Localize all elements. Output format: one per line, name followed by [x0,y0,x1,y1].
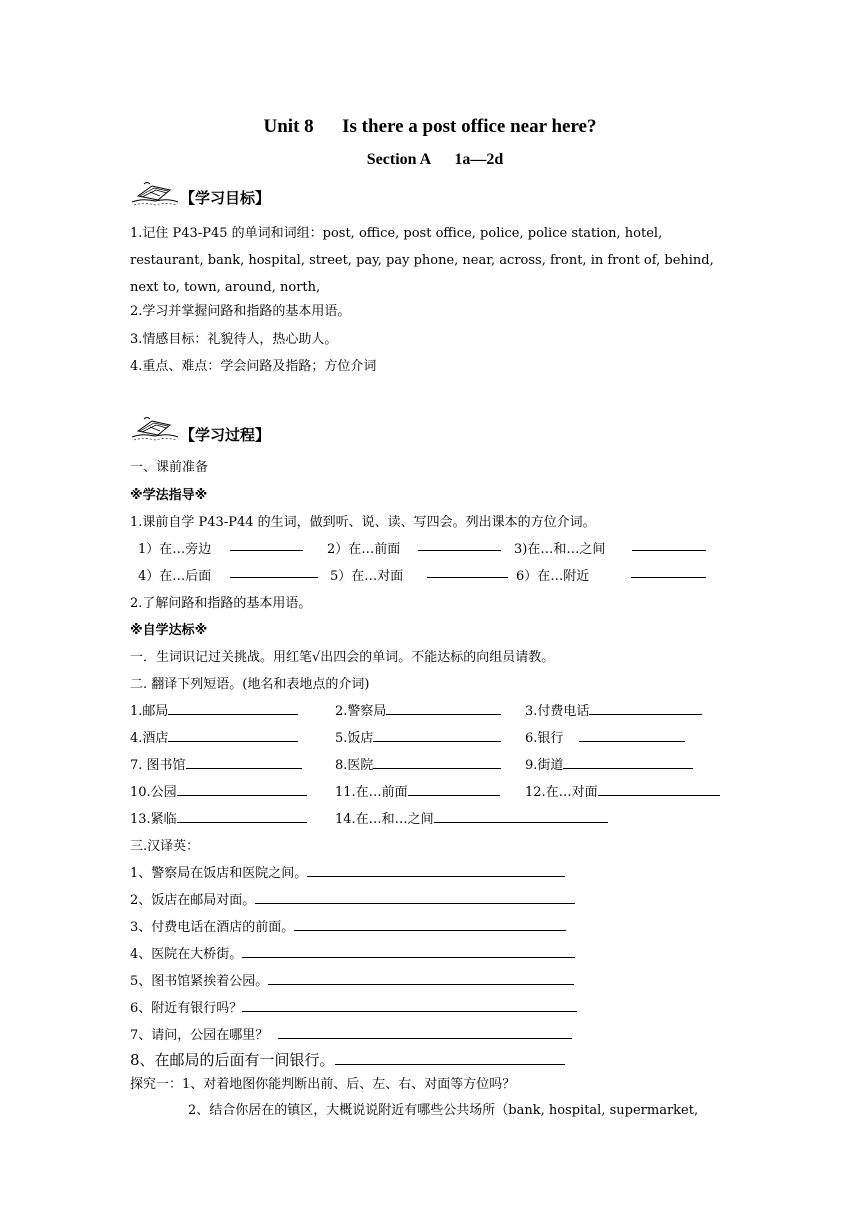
sentence-item: 6、附近有银行吗？ [130,997,577,1016]
answer-blank[interactable] [168,728,298,742]
answer-blank[interactable] [307,863,565,877]
page-title: Unit 8 Is there a post office near here? [263,116,597,137]
answer-blank[interactable] [434,809,608,823]
page-subtitle: Section A 1a—2d [366,151,504,168]
phrase-item: 3.付费电话 [525,700,702,719]
phrase-item: 1.邮局 [130,700,298,719]
book-icon [130,415,180,443]
answer-blank[interactable] [598,782,720,796]
answer-blank[interactable] [632,537,706,551]
sentence-item: 4、医院在大桥街。 [130,943,575,962]
goal-item-1: 1.记住 P43-P45 的单词和词组：post, office, post office, police, police station, hotel, restaurant, bank, hospital, street, pay, pay phone, near, across, front, in front of, behind, next to, town, around, north, [130,226,714,295]
part-1-label: 一、课前准备 [130,460,209,475]
prep-item: 6）在…附近 [516,569,590,584]
sentence-item: 5、图书馆紧挨着公园。 [130,970,574,989]
phrase-item: 6.银行 [525,727,685,746]
answer-blank[interactable] [563,755,693,769]
answer-blank[interactable] [278,1025,572,1039]
prep-item: 4）在…后面 [138,569,212,584]
answer-blank[interactable] [242,944,575,958]
sentence-item: 3、付费电话在酒店的前面。 [130,916,566,935]
guide-item-2: 2.了解问路和指路的基本用语。 [130,596,312,611]
answer-blank[interactable] [335,1051,565,1065]
sentence-item: 1、警察局在饭店和医院之间。 [130,862,565,881]
answer-blank[interactable] [579,728,685,742]
self-study-title: ※自学达标※ [130,623,208,638]
prep-item: 1）在…旁边 [138,542,212,557]
answer-blank[interactable] [418,537,501,551]
answer-blank[interactable] [589,701,702,715]
prep-item: 3)在…和…之间 [514,542,606,557]
answer-blank[interactable] [242,998,577,1012]
goal-item-2: 2.学习并掌握问路和指路的基本用语。 [130,304,351,319]
phrase-item: 2.警察局 [335,700,501,719]
sentence-item: 2、饭店在邮局对面。 [130,889,575,908]
self-study-item-1: 一．生词识记过关挑战。用红笔√出四会的单词。不能达标的向组员请教。 [130,650,555,665]
answer-blank[interactable] [373,755,501,769]
phrase-item: 13.紧临 [130,808,307,827]
process-heading: 【学习过程】 [180,426,271,444]
goal-item-3: 3.情感目标：礼貌待人，热心助人。 [130,332,338,347]
phrase-item: 9.街道 [525,754,693,773]
answer-blank[interactable] [177,809,307,823]
self-study-item-3: 三.汉译英： [130,839,200,854]
answer-blank[interactable] [373,728,501,742]
sentence-item: 7、请问，公园在哪里？ [130,1024,572,1043]
guide-title: ※学法指导※ [130,488,208,503]
answer-blank[interactable] [408,782,500,796]
explore-item-2: 2、结合你居在的镇区，大概说说附近有哪些公共场所（bank, hospital, supermarket, [188,1103,699,1118]
self-study-item-2: 二. 翻译下列短语。(地名和表地点的介词) [130,677,370,692]
answer-blank[interactable] [631,564,706,578]
answer-blank[interactable] [255,890,575,904]
phrase-item: 12.在…对面 [525,781,720,800]
answer-blank[interactable] [427,564,508,578]
prep-item: 2）在…前面 [327,542,401,557]
sentence-item: 8、在邮局的后面有一间银行。 [130,1049,565,1070]
answer-blank[interactable] [168,701,298,715]
answer-blank[interactable] [186,755,302,769]
goals-heading: 【学习目标】 [180,189,271,207]
answer-blank[interactable] [386,701,501,715]
book-icon [130,180,180,208]
answer-blank[interactable] [230,537,303,551]
phrase-item: 14.在…和…之间 [335,808,608,827]
explore-item-1: 探究一：1、对着地图你能判断出前、后、左、右、对面等方位吗？ [130,1077,516,1092]
phrase-item: 7. 图书馆 [130,754,302,773]
phrase-item: 4.酒店 [130,727,298,746]
answer-blank[interactable] [177,782,307,796]
guide-item-1: 1.课前自学 P43-P44 的生词，做到听、说、读、写四会。列出课本的方位介词。 [130,515,596,530]
answer-blank[interactable] [230,564,318,578]
phrase-item: 5.饭店 [335,727,501,746]
prep-item: 5）在…对面 [330,569,404,584]
goal-item-4: 4.重点、难点：学会问路及指路；方位介词 [130,359,377,374]
answer-blank[interactable] [268,971,574,985]
phrase-item: 10.公园 [130,781,307,800]
phrase-item: 8.医院 [335,754,501,773]
answer-blank[interactable] [294,917,566,931]
phrase-item: 11.在…前面 [335,781,500,800]
